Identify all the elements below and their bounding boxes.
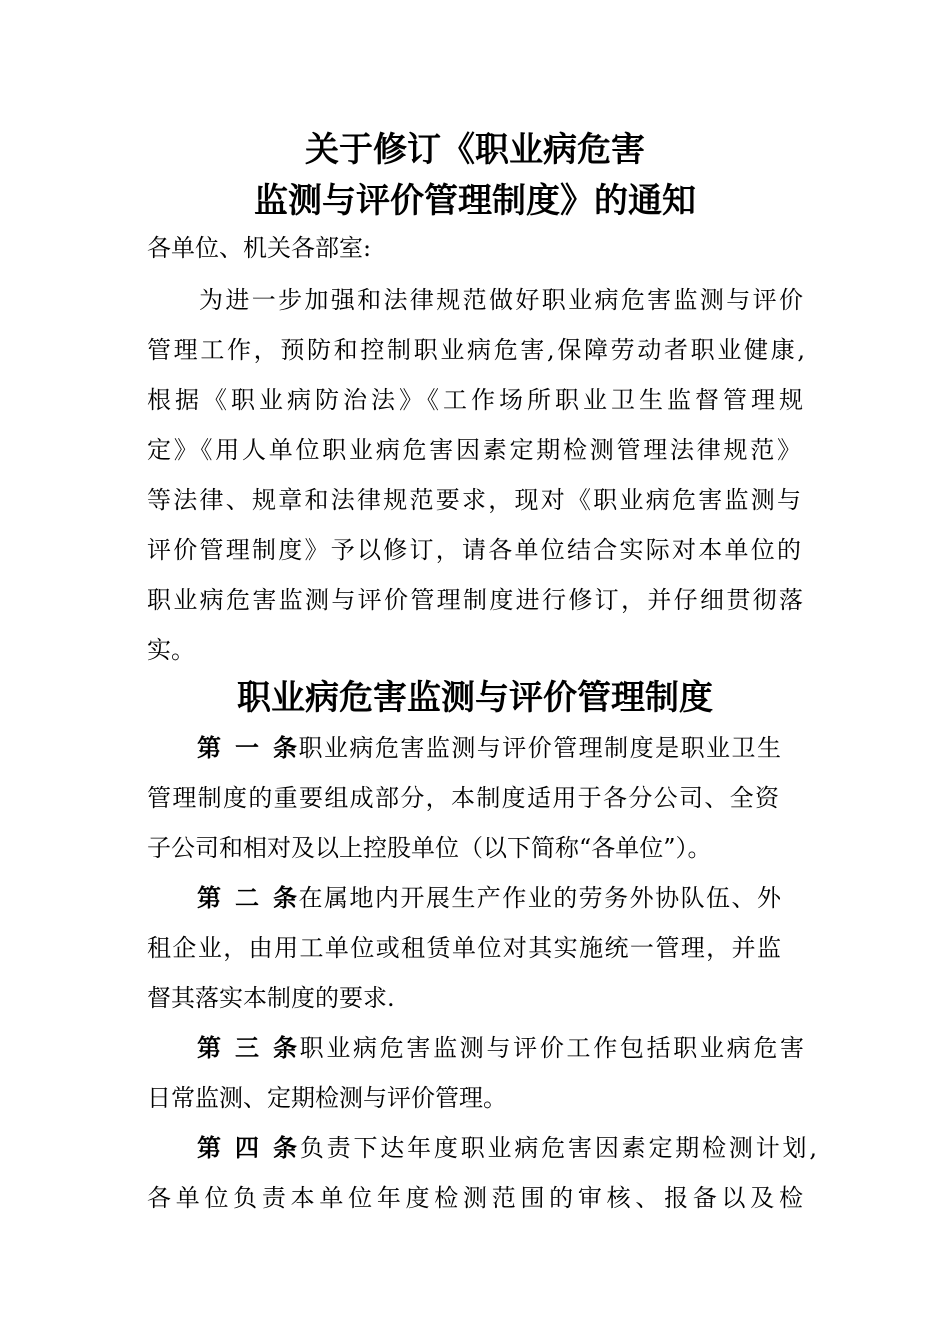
notice-salutation: 各单位、机关各部室: bbox=[147, 234, 372, 262]
notice-body-line: 职业病危害监测与评价管理制度进行修订，并仔细贯彻落 bbox=[147, 586, 803, 614]
article-label: 第一条 bbox=[197, 734, 297, 762]
article-first-line bbox=[197, 1033, 804, 1063]
regulation-title: 职业病危害监测与评价管理制度 bbox=[237, 678, 713, 718]
article-line: 租企业，由用工单位或租赁单位对其实施统一管理，并监 bbox=[147, 934, 781, 962]
notice-title-line-1: 关于修订《职业病危害 bbox=[305, 130, 645, 170]
notice-body-line: 实。 bbox=[147, 636, 195, 664]
article-line: 日常监测、定期检测与评价管理。 bbox=[147, 1084, 507, 1112]
article-text: 负责下达年度职业病危害因素定期检测计划, bbox=[297, 1134, 817, 1162]
article-label: 第三条 bbox=[197, 1034, 297, 1062]
article-label: 第四条 bbox=[197, 1134, 297, 1162]
notice-title-line-2: 监测与评价管理制度》的通知 bbox=[254, 181, 696, 221]
article-text: 职业病危害监测与评价管理制度是职业卫生 bbox=[297, 734, 781, 762]
article-line: 子公司和相对及以上控股单位（以下简称“各单位”）。 bbox=[147, 834, 712, 862]
article-line: 管理制度的重要组成部分，本制度适用于各分公司、全资 bbox=[147, 784, 779, 812]
article-text: 在属地内开展生产作业的劳务外协队伍、外 bbox=[297, 884, 781, 912]
notice-body-line: 评价管理制度》予以修订，请各单位结合实际对本单位的 bbox=[147, 536, 801, 564]
article-label: 第二条 bbox=[197, 884, 297, 912]
article-text: 职业病危害监测与评价工作包括职业病危害 bbox=[297, 1034, 804, 1062]
article-first-line bbox=[197, 1133, 817, 1163]
notice-body-line: 根据《职业病防治法》《工作场所职业卫生监督管理规 bbox=[147, 386, 803, 414]
article-line: 督其落实本制度的要求. bbox=[147, 984, 395, 1012]
notice-body-line: 管理工作，预防和控制职业病危害,保障劳动者职业健康, bbox=[147, 336, 805, 364]
notice-body-line: 等法律、规章和法律规范要求，现对《职业病危害监测与 bbox=[147, 486, 801, 514]
article-line: 各单位负责本单位年度检测范围的审核、报备以及检 bbox=[147, 1184, 803, 1212]
article-first-line bbox=[197, 883, 781, 913]
notice-body-line: 为进一步加强和法律规范做好职业病危害监测与评价 bbox=[199, 286, 803, 314]
article-first-line bbox=[197, 733, 781, 763]
notice-body-line: 定》《用人单位职业病危害因素定期检测管理法律规范》 bbox=[147, 436, 801, 464]
